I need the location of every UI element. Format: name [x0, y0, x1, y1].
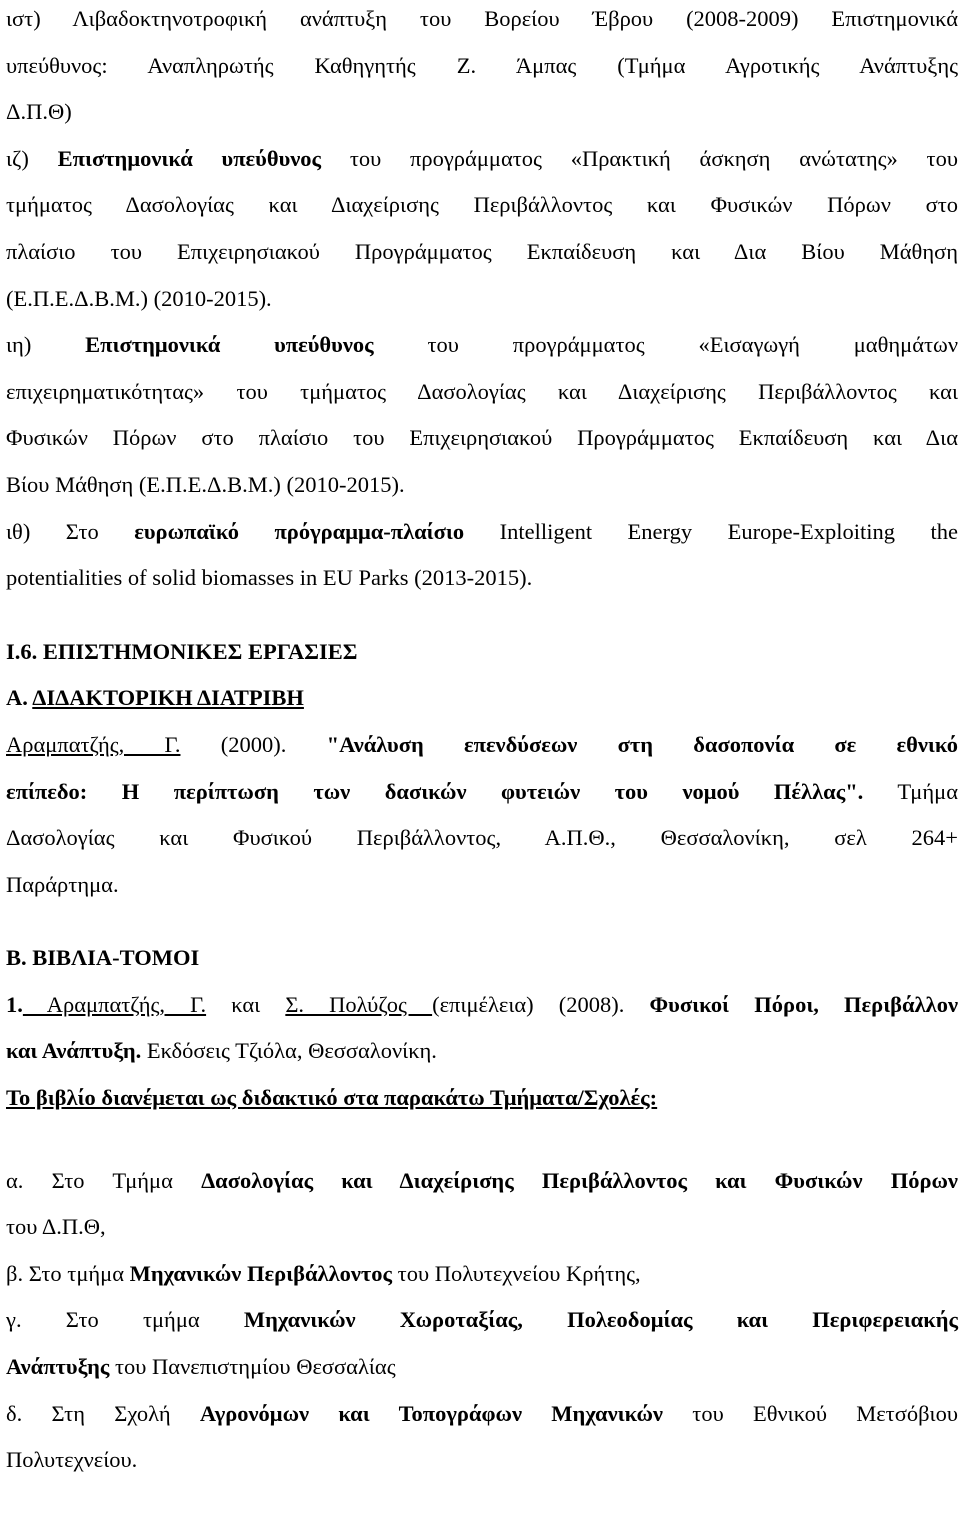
- text: γ. Στο τμήμα: [6, 1307, 244, 1333]
- text: Εκδόσεις Τζιόλα, Θεσσαλονίκη.: [141, 1038, 437, 1064]
- bold-text: "Ανάλυση επενδύσεων στη δασοπονία σε εθνικό: [326, 731, 958, 757]
- text: (2000).: [180, 731, 327, 757]
- text: Δ.Π.Θ): [6, 99, 72, 125]
- paragraph-line: [6, 276, 958, 323]
- subsection-heading: [6, 675, 958, 722]
- author-link: Αραμπατζής, Γ.: [22, 991, 207, 1017]
- bold-text: ευρωπαϊκό πρόγραμμα-πλαίσιο: [134, 518, 465, 544]
- text: του Εθνικού Μετσόβιου: [663, 1400, 958, 1426]
- text: δ. Στη Σχολή: [6, 1400, 200, 1426]
- item-prefix: ιθ) Στο: [6, 518, 135, 544]
- paragraph-line: [6, 1251, 958, 1298]
- paragraph-line: [6, 43, 958, 90]
- document-page: [6, 0, 958, 1484]
- text: Βίου Μάθηση (Ε.Π.Ε.Δ.Β.Μ.) (2010-2015).: [6, 471, 405, 497]
- paragraph-line: [6, 89, 958, 136]
- paragraph-line: [6, 555, 958, 602]
- paragraph-line: [6, 1344, 958, 1391]
- paragraph-line: [6, 982, 958, 1029]
- text: potentialities of solid biomasses in EU Parks (2013-2015).: [6, 565, 533, 591]
- book-note: Το βιβλίο διανέμεται ως διδακτικό στα παρακάτω Τμήματα/Σχολές:: [6, 1085, 658, 1111]
- paragraph-line: [6, 1297, 958, 1344]
- author-link: Σ. Πολύζος: [285, 991, 433, 1017]
- paragraph-line: [6, 0, 958, 43]
- bold-text: επίπεδο: Η περίπτωση των δασικών φυτειών του νομού Πέλλας".: [6, 778, 864, 804]
- bold-text: Αγρονόμων και Τοπογράφων Μηχανικών: [199, 1400, 663, 1426]
- bold-text: Δασολογίας και Διαχείρισης Περιβάλλοντος και Φυσικών Πόρων: [201, 1167, 958, 1193]
- paragraph-line: [6, 462, 958, 509]
- paragraph-line: [6, 136, 958, 183]
- text: (Ε.Π.Ε.Δ.Β.Μ.) (2010-2015).: [6, 285, 272, 311]
- paragraph-line: [6, 1028, 958, 1075]
- spacer: [6, 1122, 958, 1158]
- bold-text: Επιστημονικά υπεύθυνος: [57, 145, 322, 171]
- text: ιστ) Λιβαδοκτηνοτροφική ανάπτυξη του Βορείου Έβρου (2008-2009) Επιστημονικά: [6, 6, 958, 31]
- paragraph-line: [6, 1158, 958, 1205]
- paragraph-line: [6, 509, 958, 556]
- paragraph-line: [6, 322, 958, 369]
- text: Intelligent Energy Europe-Exploiting the: [464, 518, 958, 544]
- text: Δασολογίας και Φυσικού Περιβάλλοντος, Α.Π.Θ., Θεσσαλονίκη, σελ 264+: [6, 825, 958, 851]
- paragraph-line: [6, 415, 958, 462]
- text: υπεύθυνος: Αναπληρωτής Καθηγητής Ζ. Άμπας (Τμήμα Αγροτικής Ανάπτυξης: [6, 52, 958, 78]
- text: του προγράμματος «Εισαγωγή μαθημάτων: [373, 332, 959, 358]
- text: του προγράμματος «Πρακτική άσκηση ανώτατης» του: [321, 145, 958, 171]
- paragraph-line: [6, 1204, 958, 1251]
- text: πλαίσιο του Επιχειρησιακού Προγράμματος Εκπαίδευση και Δια Βίου Μάθηση: [6, 238, 958, 264]
- bold-text: Μηχανικών Χωροταξίας, Πολεοδομίας και Περιφερειακής: [243, 1307, 959, 1333]
- bold-text: και Ανάπτυξη.: [6, 1038, 142, 1064]
- heading-underlined: ΔΙΔΑΚΤΟΡΙΚΗ ΔΙΑΤΡΙΒΗ: [32, 685, 304, 711]
- text: β. Στο τμήμα: [6, 1260, 130, 1286]
- paragraph-line: [6, 722, 958, 769]
- text: και: [206, 991, 286, 1017]
- text: επιχειρηματικότητας» του τμήματος Δασολογίας και Διαχείρισης Περιβάλλοντος και: [6, 378, 958, 404]
- bold-text: Φυσικοί Πόροι, Περιβάλλον: [649, 991, 958, 1017]
- item-prefix: ιη): [6, 332, 86, 358]
- paragraph-line: [6, 182, 958, 229]
- author-link: Αραμπατζής, Γ.: [6, 731, 181, 757]
- paragraph-line: [6, 815, 958, 862]
- text: Τμήμα: [863, 778, 958, 804]
- subsection-heading: Β. ΒΙΒΛΙΑ-ΤΟΜΟΙ: [6, 945, 200, 971]
- text: Πολυτεχνείου.: [6, 1447, 138, 1473]
- text: του Δ.Π.Θ,: [6, 1214, 106, 1240]
- section-heading: I.6. ΕΠΙΣΤΗΜΟΝΙΚΕΣ ΕΡΓΑΣΙΕΣ: [6, 638, 358, 664]
- paragraph-line: [6, 769, 958, 816]
- spacer: [6, 908, 958, 935]
- paragraph-line: [6, 1437, 958, 1484]
- text: α. Στο Τμήμα: [6, 1167, 202, 1193]
- text: του Πανεπιστημίου Θεσσαλίας: [109, 1354, 396, 1380]
- text: τμήματος Δασολογίας και Διαχείρισης Περιβάλλοντος και Φυσικών Πόρων στο: [6, 192, 958, 218]
- item-prefix: ιζ): [6, 145, 58, 171]
- text: (επιμέλεια) (2008).: [432, 991, 650, 1017]
- text: Παράρτημα.: [6, 871, 119, 897]
- paragraph-line: [6, 229, 958, 276]
- spacer: [6, 602, 958, 629]
- paragraph-line: [6, 369, 958, 416]
- text: Φυσικών Πόρων στο πλαίσιο του Επιχειρησιακού Προγράμματος Εκπαίδευση και Δια: [6, 425, 958, 451]
- bold-text: Ανάπτυξης: [6, 1354, 110, 1380]
- paragraph-line: [6, 862, 958, 909]
- list-number: 1.: [6, 991, 23, 1017]
- paragraph-line: [6, 1391, 958, 1438]
- text: του Πολυτεχνείου Κρήτης,: [392, 1260, 641, 1286]
- bold-text: Μηχανικών Περιβάλλοντος: [129, 1260, 393, 1286]
- bold-text: Επιστημονικά υπεύθυνος: [85, 332, 374, 358]
- heading-prefix: Α.: [6, 685, 33, 711]
